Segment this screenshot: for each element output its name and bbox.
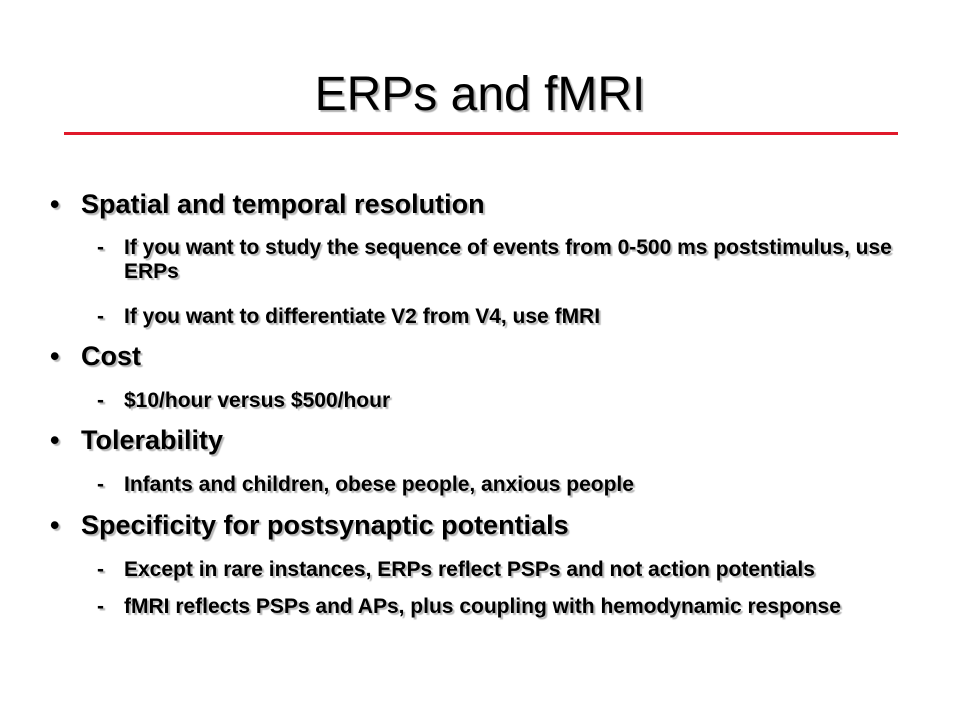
bullet-text: Specificity for postsynaptic potentials — [81, 510, 569, 540]
dash-icon: - — [97, 595, 104, 618]
dash-icon: - — [97, 473, 104, 496]
dash-icon: - — [97, 236, 104, 259]
sub-bullet-text: If you want to differentiate V2 from V4, use fMRI — [124, 305, 601, 328]
bullet-text: Spatial and temporal resolution — [81, 189, 485, 219]
sub-bullet-item — [97, 558, 947, 582]
bullet-dot-icon: • — [50, 189, 60, 219]
dash-icon: - — [97, 389, 104, 412]
bullet-dot-icon: • — [50, 510, 60, 540]
bullet-text: Cost — [81, 341, 141, 371]
sub-bullet-text: $10/hour versus $500/hour — [124, 389, 391, 412]
sub-bullet-text: If you want to study the sequence of events from 0-500 ms poststimulus, use ERPs — [124, 236, 892, 283]
sub-bullet-item — [97, 389, 947, 413]
dash-icon: - — [97, 305, 104, 328]
bullet-dot-icon: • — [50, 425, 60, 455]
sub-bullet-text: fMRI reflects PSPs and APs, plus coupling with hemodynamic response — [124, 595, 841, 618]
sub-bullet-item — [97, 305, 947, 329]
slide-title: ERPs and fMRI — [314, 68, 646, 121]
dash-icon: - — [97, 558, 104, 581]
sub-bullet-text: Infants and children, obese people, anxious people — [124, 473, 634, 496]
sub-bullet-item — [97, 236, 947, 284]
sub-bullet-item — [97, 595, 947, 619]
bullet-text: Tolerability — [81, 425, 224, 455]
sub-bullet-text: Except in rare instances, ERPs reflect PSPs and not action potentials — [124, 558, 815, 581]
sub-bullet-item — [97, 473, 947, 497]
bullet-dot-icon: • — [50, 341, 60, 371]
